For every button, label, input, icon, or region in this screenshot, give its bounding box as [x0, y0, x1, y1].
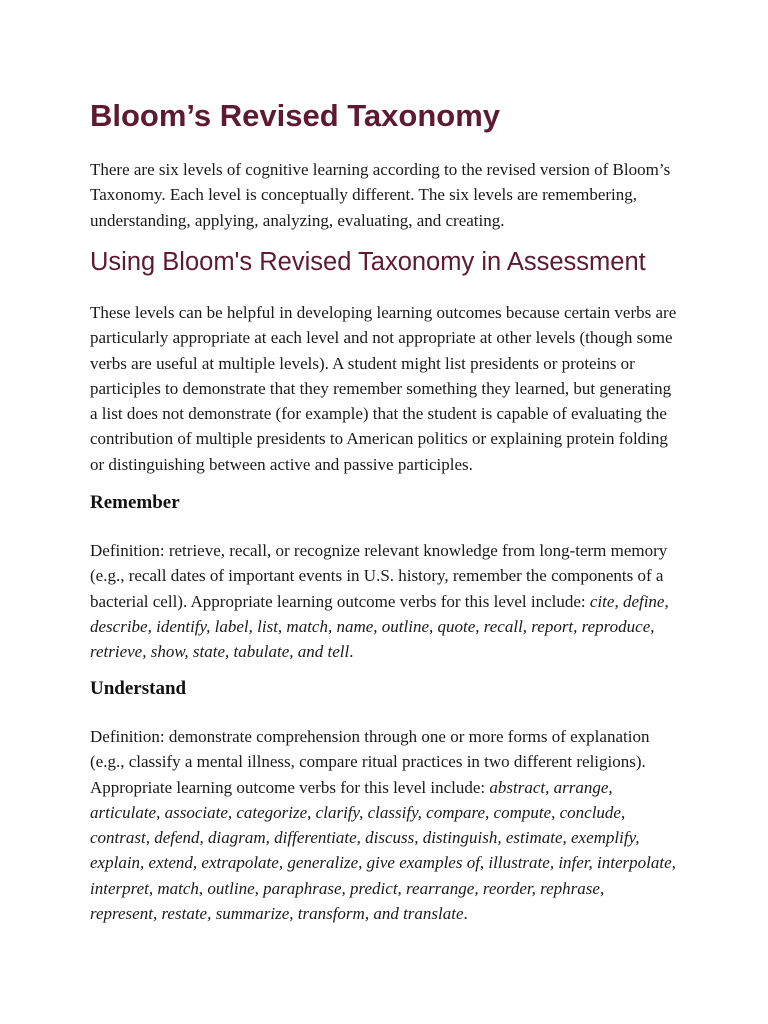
text-line [90, 614, 690, 639]
verb-list: articulate, associate, categorize, clarify, classify, compare, compute, conclude, [90, 802, 626, 822]
text-line: contribution of multiple presidents to American politics or explaining protein folding [90, 429, 668, 449]
text-line: Definition: demonstrate comprehension through one or more forms of explanation [90, 727, 650, 746]
verb-list: interpret, match, outline, paraphrase, predict, rearrange, reorder, rephrase, [90, 878, 605, 898]
remember-heading: Remember [90, 492, 180, 513]
text-line: Definition: retrieve, recall, or recognize relevant knowledge from long-term memory [90, 541, 668, 560]
verb-list: explain, extend, extrapolate, generalize, give examples of, illustrate, infer, interpolate, [90, 853, 676, 873]
page-title: Bloom’s Revised Taxonomy [90, 98, 500, 133]
text-run: . [349, 642, 354, 662]
section-title-assessment: Using Bloom's Revised Taxonomy in Assessment [90, 248, 646, 276]
text-line: Taxonomy. Each level is conceptually different. The six levels are remembering, [90, 185, 638, 205]
text-line [90, 639, 690, 664]
text-line: verbs are useful at multiple levels). A student might list presidents or proteins or [90, 353, 635, 373]
understand-paragraph [90, 724, 690, 926]
text-line [90, 589, 690, 614]
verb-list: cite, define, [589, 591, 669, 611]
verb-list: retrieve, show, state, tabulate, and tell [90, 642, 350, 662]
text-line: (e.g., classify a mental illness, compare ritual practices in two different religions). [90, 752, 646, 772]
text-line [90, 825, 690, 850]
text-line: or distinguishing between active and passive participles. [90, 454, 473, 474]
text-line: a list does not demonstrate (for example) that the student is capable of evaluating the [90, 404, 667, 424]
verb-list: describe, identify, label, list, match, name, outline, quote, recall, report, reproduce, [90, 616, 655, 636]
understand-heading: Understand [90, 678, 187, 699]
assessment-paragraph [90, 300, 690, 477]
text-run: bacterial cell). Appropriate learning outcome verbs for this level include: [90, 591, 590, 611]
text-line [90, 800, 690, 825]
text-line: These levels can be helpful in developing learning outcomes because certain verbs are [90, 303, 677, 322]
remember-paragraph [90, 538, 690, 664]
text-line: understanding, applying, analyzing, evaluating, and creating. [90, 210, 505, 230]
text-line [90, 775, 690, 800]
text-line [90, 850, 690, 875]
text-run: Appropriate learning outcome verbs for this level include: [90, 777, 490, 797]
text-line: (e.g., recall dates of important events in U.S. history, remember the components of a [90, 566, 664, 586]
text-line: participles to demonstrate that they remember something they learned, but generating [90, 378, 672, 398]
text-line [90, 901, 690, 926]
text-line [90, 876, 690, 901]
verb-list: contrast, defend, diagram, differentiate, discuss, distinguish, estimate, exemplify, [90, 828, 640, 848]
text-line: particularly appropriate at each level and not appropriate at other levels (though some [90, 328, 673, 348]
verb-list: represent, restate, summarize, transform, and translate [90, 904, 464, 924]
text-run: . [463, 904, 468, 924]
text-line: There are six levels of cognitive learning according to the revised version of Bloom’s [90, 160, 671, 179]
intro-paragraph [90, 157, 690, 233]
verb-list: abstract, arrange, [489, 777, 613, 797]
